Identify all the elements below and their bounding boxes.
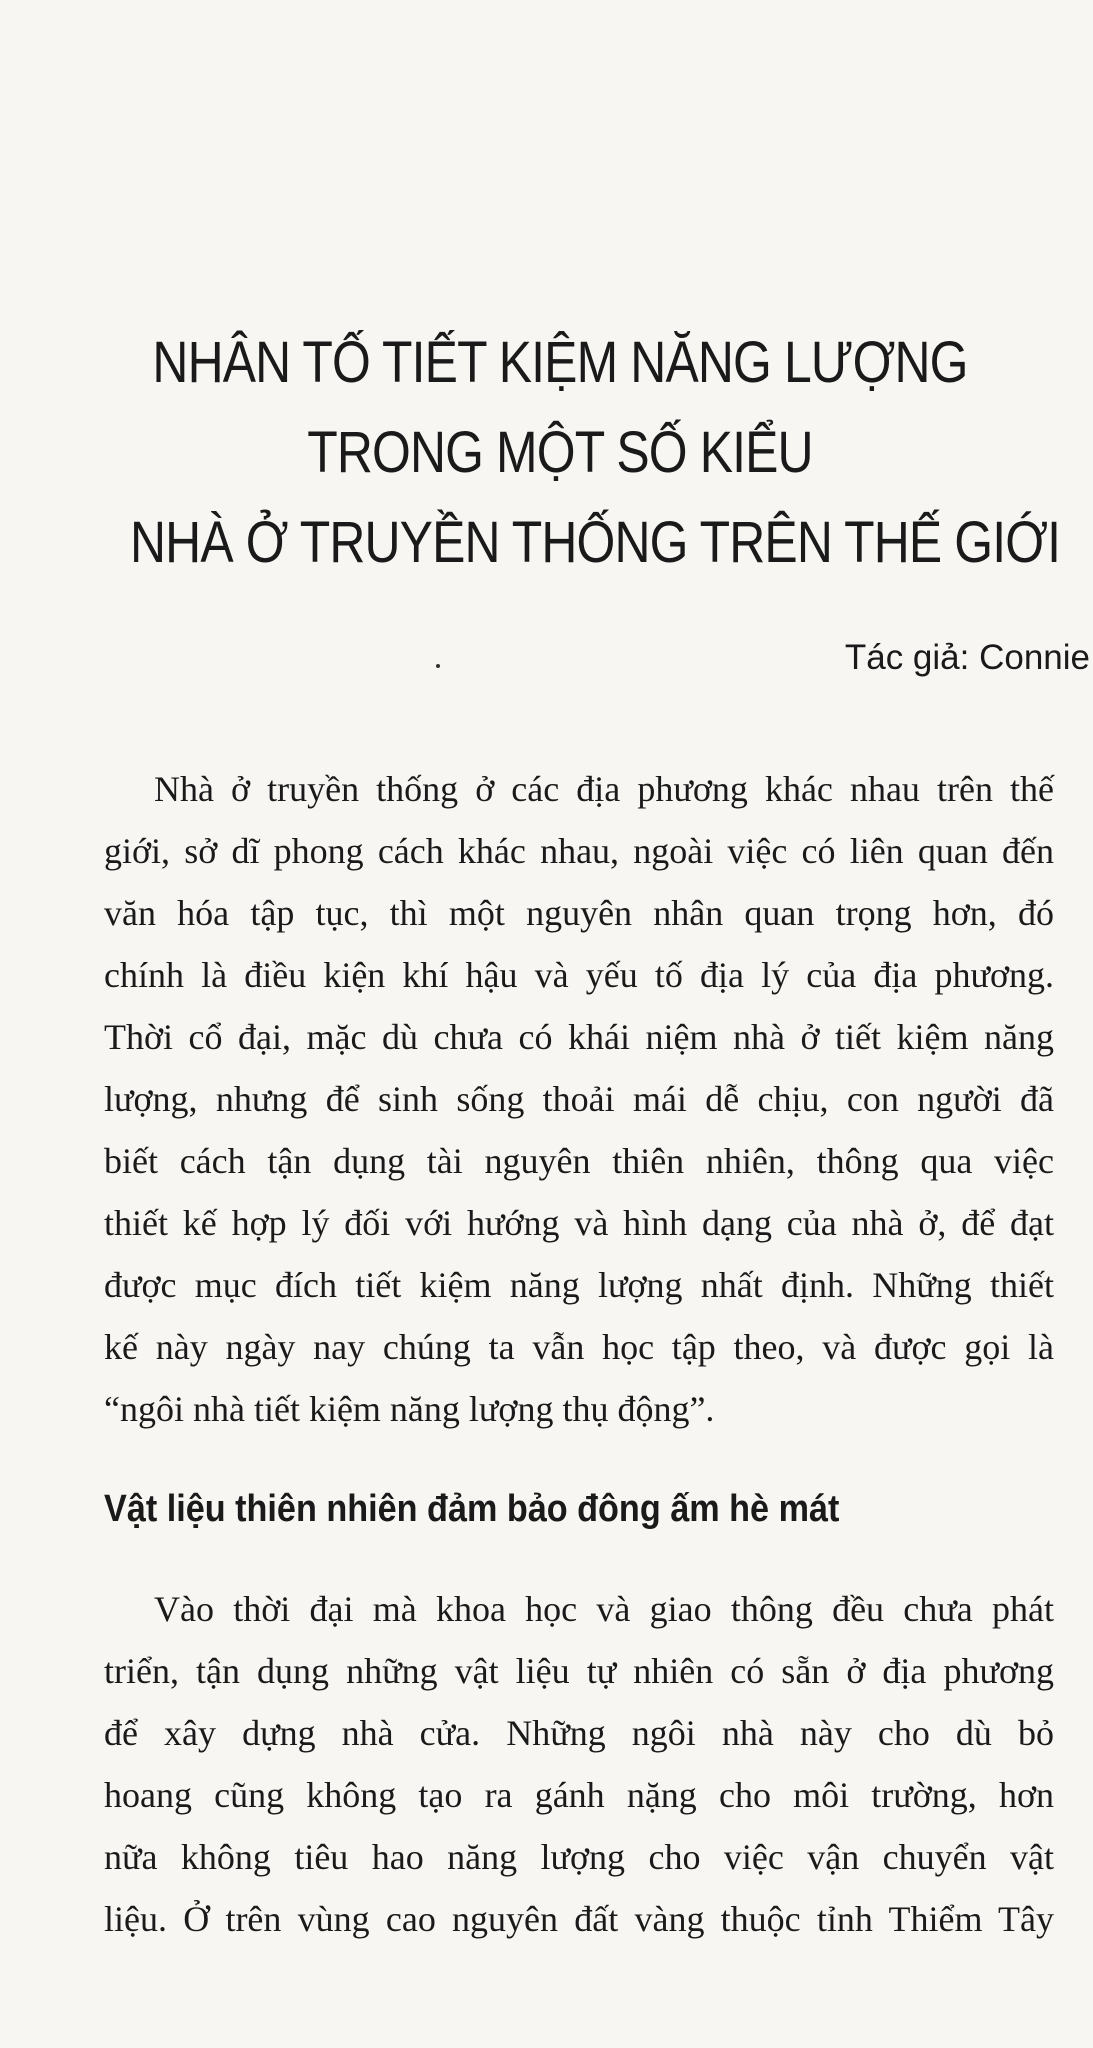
- section-heading: Vật liệu thiên nhiên đảm bảo đông ấm hè mát: [104, 1488, 840, 1530]
- paragraph-line: triển, tận dụng những vật liệu tự nhiên có sẵn ở địa phương: [104, 1651, 1054, 1691]
- ink-speck: [436, 664, 440, 668]
- paragraph-line: để xây dựng nhà cửa. Những ngôi nhà này cho dù bỏ: [104, 1713, 1054, 1753]
- paragraph-line: liệu. Ở trên vùng cao nguyên đất vàng thuộc tỉnh Thiểm Tây: [104, 1899, 1054, 1939]
- paragraph-line: “ngôi nhà tiết kiệm năng lượng thụ động”.: [104, 1389, 715, 1429]
- author-credit: Tác giả: Connie: [844, 638, 1090, 677]
- paragraph-line: kế này ngày nay chúng ta vẫn học tập theo, và được gọi là: [104, 1327, 1054, 1367]
- paragraph-line: giới, sở dĩ phong cách khác nhau, ngoài việc có liên quan đến: [104, 831, 1054, 871]
- title-line-3: NHÀ Ở TRUYỀN THỐNG TRÊN THẾ GIỚI: [130, 510, 1061, 575]
- paragraph-line: thiết kế hợp lý đối với hướng và hình dạng của nhà ở, để đạt: [104, 1203, 1054, 1243]
- chapter-title: [130, 318, 1061, 588]
- intro-paragraph: [104, 758, 1054, 1440]
- paragraph-line: Thời cổ đại, mặc dù chưa có khái niệm nhà ở tiết kiệm năng: [104, 1017, 1054, 1057]
- paragraph-line: văn hóa tập tục, thì một nguyên nhân quan trọng hơn, đó: [104, 893, 1054, 933]
- title-line-2: TRONG MỘT SỐ KIỂU: [307, 420, 813, 485]
- title-line-1: NHÂN TỐ TIẾT KIỆM NĂNG LƯỢNG: [152, 330, 968, 395]
- section-paragraph: [104, 1578, 1054, 1950]
- paragraph-line: chính là điều kiện khí hậu và yếu tố địa lý của địa phương.: [104, 955, 1054, 995]
- paragraph-line: lượng, nhưng để sinh sống thoải mái dễ chịu, con người đã: [104, 1079, 1054, 1119]
- paragraph-line: được mục đích tiết kiệm năng lượng nhất định. Những thiết: [104, 1265, 1054, 1305]
- paragraph-line: biết cách tận dụng tài nguyên thiên nhiên, thông qua việc: [104, 1141, 1054, 1181]
- paragraph-line: nữa không tiêu hao năng lượng cho việc vận chuyển vật: [104, 1837, 1054, 1877]
- paragraph-line: Vào thời đại mà khoa học và giao thông đều chưa phát: [154, 1589, 1054, 1629]
- paragraph-line: Nhà ở truyền thống ở các địa phương khác nhau trên thế: [154, 769, 1054, 809]
- paragraph-line: hoang cũng không tạo ra gánh nặng cho môi trường, hơn: [104, 1775, 1054, 1815]
